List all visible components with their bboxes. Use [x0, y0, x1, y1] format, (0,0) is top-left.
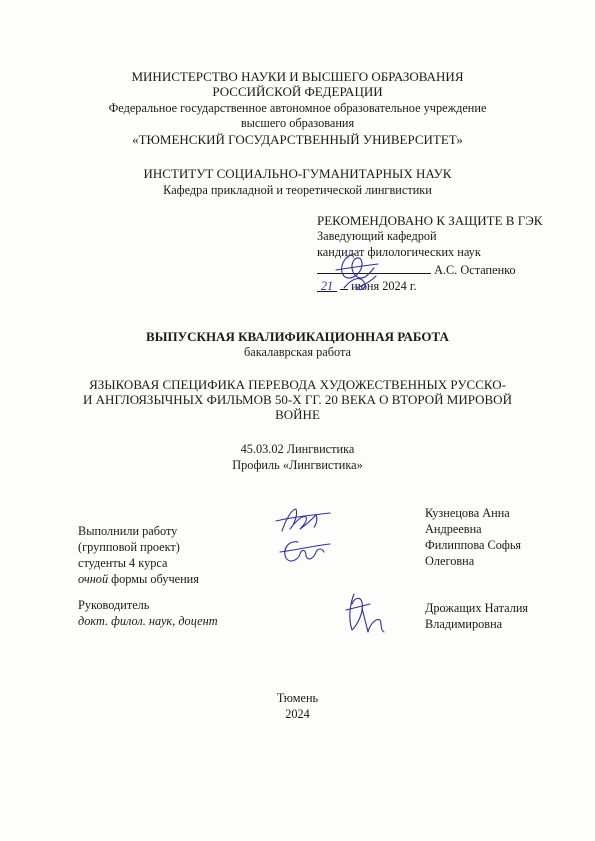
approval-head-title: Заведующий кафедрой — [317, 229, 437, 243]
supervisor-surname: Дрожащих Наталия — [425, 601, 529, 615]
supervisor-label: Руководитель — [78, 598, 150, 612]
ministry-line-2: РОССИЙСКОЙ ФЕДЕРАЦИИ — [212, 84, 383, 99]
supervisor-patronymic: Владимировна — [425, 617, 503, 631]
year: 2024 — [285, 707, 310, 721]
authors-label-4 — [78, 572, 199, 586]
specialty-profile: Профиль «Лингвистика» — [232, 458, 363, 472]
study-form: очной — [78, 572, 109, 586]
approval-degree: кандидат филологических наук — [317, 245, 481, 259]
supervisor-signature-icon — [340, 590, 396, 638]
author-1-surname: Кузнецова Анна — [425, 506, 510, 520]
thesis-title-line-2: И АНГЛОЯЗЫЧНЫХ ФИЛЬМОВ 50-Х ГГ. 20 ВЕКА О ВТОРОЙ МИРОВОЙ — [83, 392, 512, 407]
author-1-patronymic: Андреевна — [425, 522, 482, 536]
institution-line-2: высшего образования — [240, 116, 355, 130]
institution-line-1: Федеральное государственное автономное образовательное учреждение — [108, 101, 487, 115]
specialty-code: 45.03.02 Лингвистика — [240, 442, 355, 456]
ministry-line-1: МИНИСТЕРСТВО НАУКИ И ВЫСШЕГО ОБРАЗОВАНИЯ — [131, 69, 464, 84]
authors-label-3: студенты 4 курса — [78, 556, 168, 570]
author-2-patronymic: Олеговна — [425, 554, 475, 568]
approval-date-day: 21 — [317, 279, 337, 292]
author-2-surname: Филиппова Софья — [425, 538, 522, 552]
work-subtype: бакалаврская работа — [244, 345, 351, 359]
approval-head-name: А.С. Остапенко — [434, 263, 516, 277]
institute-name: ИНСТИТУТ СОЦИАЛЬНО-ГУМАНИТАРНЫХ НАУК — [143, 166, 452, 181]
department-name: Кафедра прикладной и теоретической лингвистики — [163, 183, 432, 197]
thesis-title-line-1: ЯЗЫКОВАЯ СПЕЦИФИКА ПЕРЕВОДА ХУДОЖЕСТВЕННЫХ РУССКО- — [89, 377, 506, 392]
supervisor-rank: докт. филол. наук, доцент — [78, 614, 218, 628]
author-1-signature-icon — [272, 505, 334, 535]
approval-heading: РЕКОМЕНДОВАНО К ЗАЩИТЕ В ГЭК — [317, 213, 543, 228]
author-2-signature-icon — [276, 534, 334, 566]
authors-label-1: Выполнили работу — [78, 524, 178, 538]
thesis-title-line-3: ВОЙНЕ — [275, 407, 320, 422]
city: Тюмень — [276, 691, 319, 705]
work-type: ВЫПУСКНАЯ КВАЛИФИКАЦИОННАЯ РАБОТА — [146, 329, 449, 344]
study-form-rest: формы обучения — [108, 572, 199, 586]
university-name: «ТЮМЕНСКИЙ ГОСУДАРСТВЕННЫЙ УНИВЕРСИТЕТ» — [132, 132, 463, 147]
approval-date-rest: июня 2024 г. — [351, 279, 417, 293]
date-signature-icon — [340, 272, 380, 296]
authors-label-2: (групповой проект) — [78, 540, 180, 554]
